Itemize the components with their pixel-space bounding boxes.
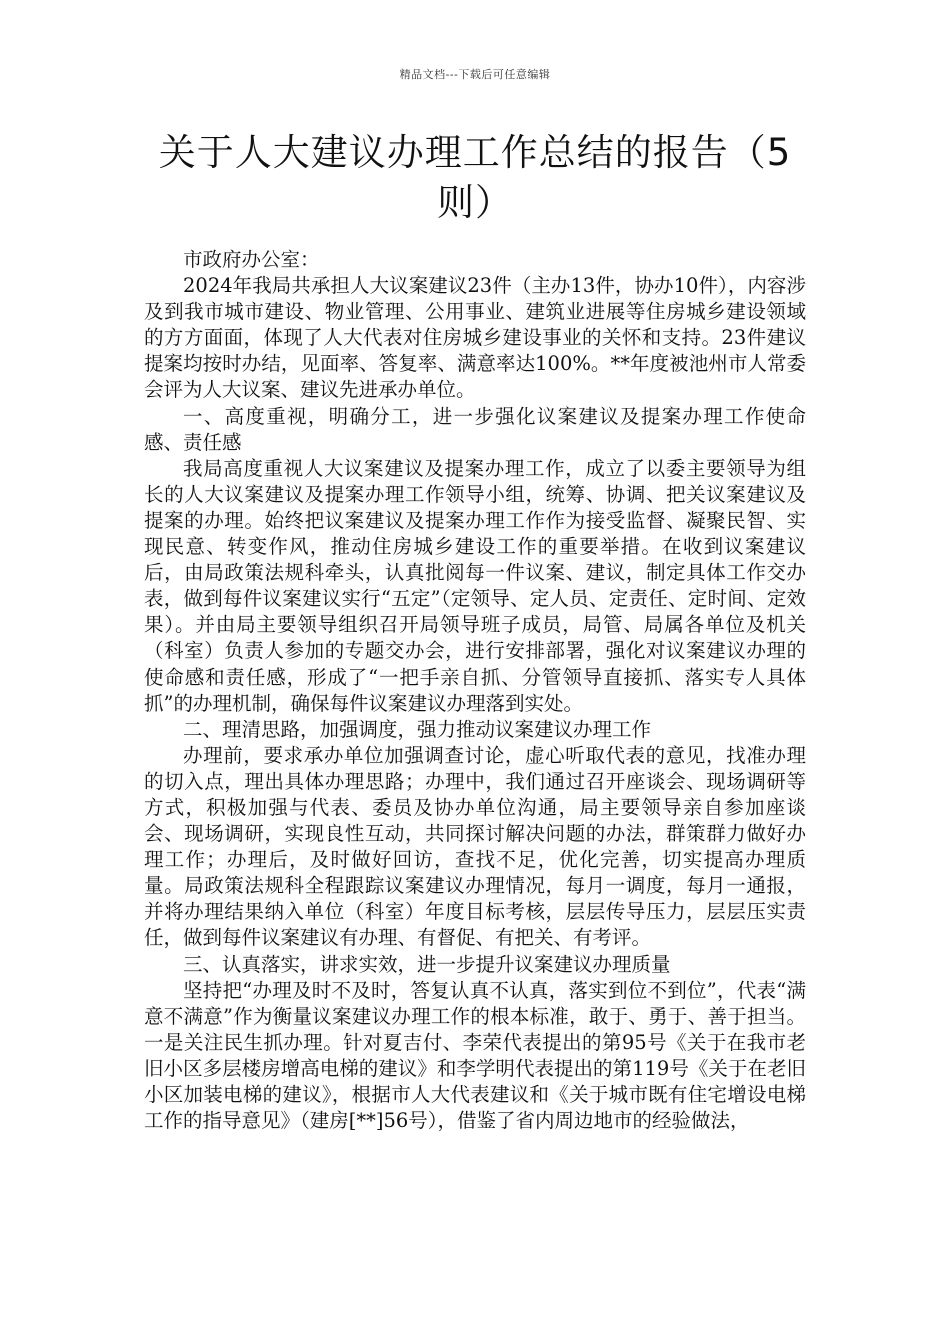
header-note: 精品文档---下载后可任意编辑 [399, 68, 551, 81]
section-heading-3: 三、认真落实，讲求实效，进一步提升议案建议办理质量 [183, 952, 671, 976]
paragraph-section-1: 我局高度重视人大议案建议及提案办理工作，成立了以委主要领导为组长的人大议案建议及提案办理工作领导小组，统筹、协调、把关议案建议及提案的办理。始终把议案建议及提案办理工作作为接受监督、凝聚民智、实现民意、转变作风，推动住房城乡建设工作的重要举措。在收到议案建议后，由局政策法规科牵头，认真批阅每一件议案、建议，制定具体工作交办表，做到每件议案建议实行“五定”（定领导、定人员、定责任、定时间、定效果）。并由局主要领导组织召开局领导班子成员，局管、局属各单位及机关（科室）负责人参加的专题交办会，进行安排部署，强化对议案建议办理的使命感和责任感，形成了“一把手亲自抓、分管领导直接抓、落实专人具体抓”的办理机制，确保每件议案建议办理落到实处。 [144, 456, 806, 715]
document-title: 关于人大建议办理工作总结的报告（5则） [158, 131, 792, 224]
section-heading-1: 一、高度重视，明确分工，进一步强化议案建议及提案办理工作使命感、责任感 [144, 404, 806, 454]
paragraph-intro: 2024年我局共承担人大议案建议23件（主办13件，协办10件），内容涉及到我市城市建设、物业管理、公用事业、建筑业进展等住房城乡建设领域的方方面面，体现了人大代表对住房城乡建设事业的关怀和支持。23件建议提案均按时办结，见面率、答复率、满意率达100%。**年度被池州市人常委会评为人大议案、建议先进承办单位。 [144, 274, 806, 402]
paragraph-section-3: 坚持把“办理及时不及时，答复认真不认真，落实到位不到位”，代表“满意不满意”作为衡量议案建议办理工作的根本标准，敢于、勇于、善于担当。一是关注民生抓办理。针对夏吉付、李荣代表提出的第95号《关于在我市老旧小区多层楼房增高电梯的建议》和李学明代表提出的第119号《关于在老旧小区加装电梯的建议》，根据市人大代表建议和《关于城市既有住宅增设电梯工作的指导意见》（建房[**]56号），借鉴了省内周边地市的经验做法， [144, 978, 806, 1133]
salutation: 市政府办公室： [183, 248, 320, 271]
document-body [144, 247, 806, 1134]
paragraph-section-2: 办理前，要求承办单位加强调查讨论，虚心听取代表的意见，找准办理的切入点，理出具体办理思路；办理中，我们通过召开座谈会、现场调研等方式，积极加强与代表、委员及协办单位沟通，局主要领导亲自参加座谈会、现场调研，实现良性互动，共同探讨解决问题的办法，群策群力做好办理工作；办理后，及时做好回访，查找不足，优化完善，切实提高办理质量。局政策法规科全程跟踪议案建议办理情况，每月一调度，每月一通报，并将办理结果纳入单位（科室）年度目标考核，层层传导压力，层层压实责任，做到每件议案建议有办理、有督促、有把关、有考评。 [144, 743, 806, 950]
section-heading-2: 二、理清思路，加强调度，强力推动议案建议办理工作 [183, 717, 652, 741]
